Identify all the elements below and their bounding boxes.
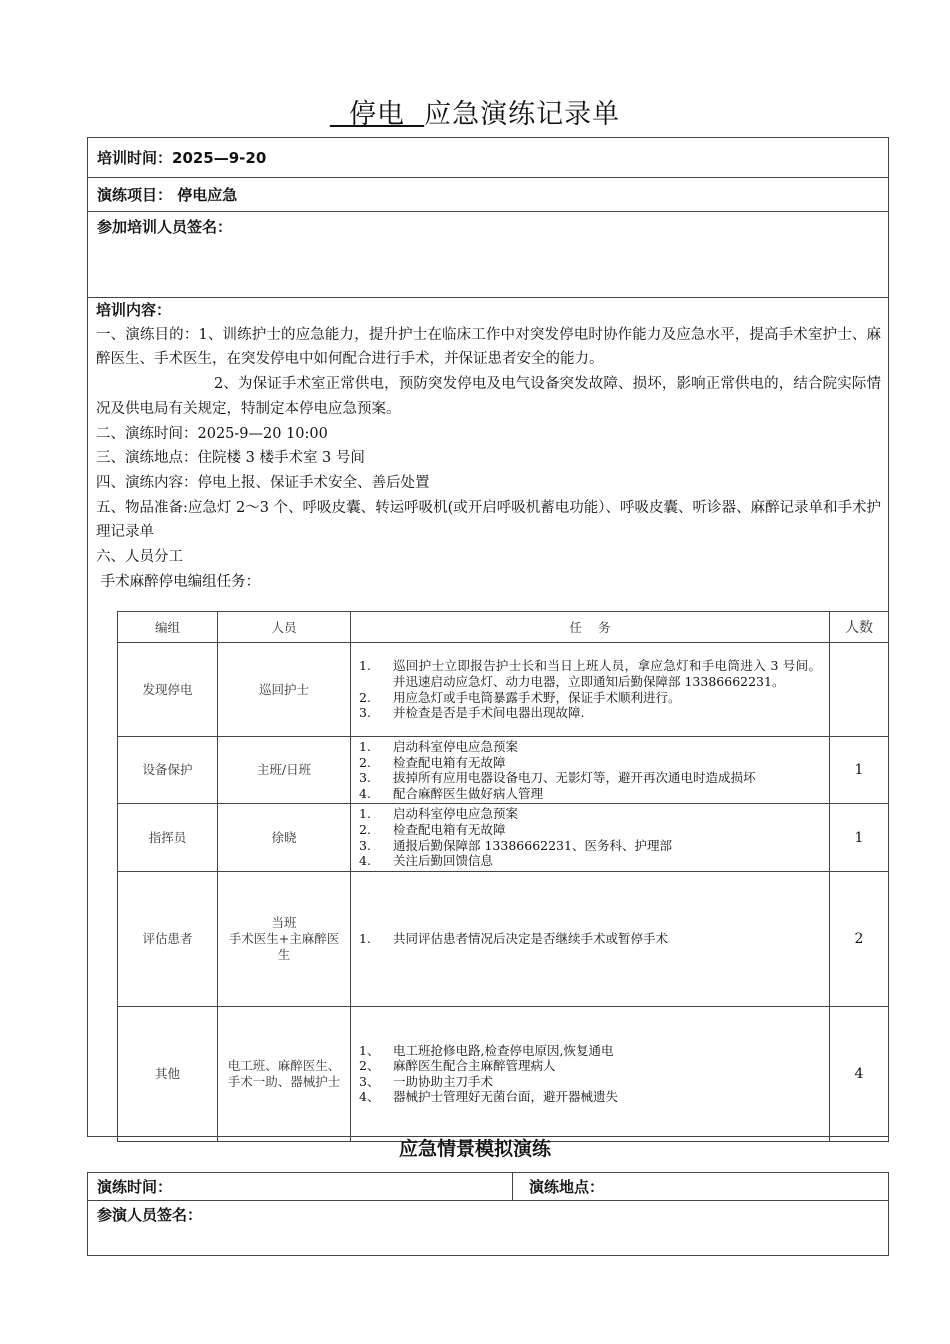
- table-row: [118, 1006, 889, 1141]
- signature-row[interactable]: [88, 212, 888, 298]
- task-text: 启动科室停电应急预案: [393, 806, 519, 822]
- task-text: 启动科室停电应急预案: [393, 739, 519, 754]
- content-p2: 2、为保证手术室正常供电，预防突发停电及电气设备突发故障、损坏，影响正常供电的，结合院实际情况及供电局有关规定，特制定本停电应急预案。: [96, 376, 881, 417]
- task-number: 4、: [359, 1089, 380, 1105]
- training-time-label: 培训时间：2025—9-20: [97, 149, 267, 167]
- training-content: [96, 298, 881, 594]
- task-item: [359, 822, 821, 838]
- content-heading: 培训内容：: [96, 301, 172, 319]
- content-p3: 二、演练时间：2025-9—20 10:00: [96, 425, 328, 442]
- task-item: [359, 739, 821, 755]
- task-number: 2、: [359, 1058, 380, 1074]
- simulation-time-row: [88, 1173, 888, 1201]
- task-text: 器械护士管理好无菌台面，避开器械遗失: [393, 1089, 619, 1105]
- task-text: 并检查是否是手术间电器出现故障.: [393, 705, 585, 721]
- staff-cell: 当班 手术医生+主麻醉医生: [218, 871, 351, 1006]
- task-text: 关注后勤回馈信息: [393, 853, 494, 869]
- task-number: 1、: [359, 1042, 380, 1058]
- task-number: 3.: [359, 837, 371, 853]
- staff-cell: 巡回护士: [218, 643, 351, 737]
- page-title: [0, 92, 950, 131]
- task-number: 1.: [359, 658, 371, 674]
- col-staff: 人员: [218, 612, 351, 643]
- task-number: 2.: [359, 689, 371, 705]
- content-p5: 四、演练内容：停电上报、保证手术安全、善后处置: [96, 474, 430, 491]
- task-text: 用应急灯或手电筒暴露手术野，保证手术顺利进行。: [393, 689, 681, 705]
- col-count: 人数: [830, 612, 889, 643]
- task-number: 1.: [359, 739, 371, 754]
- table-header-row: [118, 612, 889, 643]
- tasks-cell: [351, 1006, 830, 1141]
- task-item: [359, 806, 821, 822]
- task-number: 2.: [359, 754, 371, 770]
- col-group: 编组: [118, 612, 218, 643]
- content-p6: 五、物品准备:应急灯 2～3 个、呼吸皮囊、转运呼吸机(或开启呼吸机蓄电功能）、呼吸皮囊、听诊器、麻醉记录单和手术护理记录单: [96, 499, 881, 541]
- title-rest: 应急演练记录单: [424, 99, 621, 130]
- content-p4: 三、演练地点：住院楼 3 楼手术室 3 号间: [96, 450, 365, 467]
- task-text: 巡回护士立即报告护士长和当日上班人员，拿应急灯和手电筒进入 3 号间。并迅速启动应急灯、动力电器，立即通知后勤保障部 13386662231。: [393, 658, 821, 689]
- task-number: 4.: [359, 853, 371, 869]
- task-item: [359, 838, 821, 854]
- group-cell: 发现停电: [118, 643, 218, 737]
- task-item: [359, 770, 821, 786]
- task-item: [359, 853, 821, 869]
- content-p1: 一、演练目的：1、训练护士的应急能力，提升护士在临床工作中对突发停电时协作能力及应急水平，提高手术室护士、麻醉医生、手术医生，在突发停电中如何配合进行手术，并保证患者安全的能力。: [96, 326, 881, 368]
- task-number: 1.: [359, 930, 371, 946]
- task-text: 电工班抢修电路,检查停电原因,恢复通电: [393, 1042, 614, 1058]
- task-text: 共同评估患者情况后决定是否继续手术或暂停手术: [393, 930, 669, 946]
- simulation-signature-label: 参演人员签名：: [97, 1206, 203, 1224]
- assignment-table: [117, 611, 889, 1142]
- simulation-signature-row[interactable]: [88, 1201, 888, 1255]
- count-cell: [830, 643, 889, 737]
- count-cell: 1: [830, 737, 889, 804]
- task-item: [359, 755, 821, 771]
- col-task: 任 务: [351, 612, 830, 643]
- tasks-cell: [351, 737, 830, 804]
- task-item: [359, 705, 821, 721]
- task-item: [359, 690, 821, 706]
- staff-cell: 徐晓: [218, 804, 351, 871]
- task-text: 拔掉所有应用电器设备电刀、无影灯等，避开再次通电时造成损坏: [393, 770, 756, 786]
- simulation-place-cell[interactable]: [513, 1173, 888, 1200]
- simulation-place-label: 演练地点：: [529, 1178, 605, 1196]
- signature-label: 参加培训人员签名：: [97, 218, 233, 236]
- table-row: [118, 737, 889, 804]
- group-cell: 指挥员: [118, 804, 218, 871]
- simulation-title: 应急情景模拟演练: [398, 1138, 551, 1160]
- count-cell: 4: [830, 1006, 889, 1141]
- count-cell: 1: [830, 804, 889, 871]
- simulation-form: [87, 1172, 889, 1256]
- task-item: [359, 658, 821, 689]
- task-item: [359, 1074, 821, 1090]
- training-time-row: [88, 138, 888, 178]
- task-number: 3、: [359, 1073, 380, 1089]
- staff-cell: 电工班、麻醉医生、手术一助、器械护士: [218, 1006, 351, 1141]
- table-row: [118, 804, 889, 871]
- task-number: 3.: [359, 770, 371, 786]
- content-p7: 六、人员分工: [96, 549, 183, 566]
- simulation-time-cell[interactable]: [88, 1173, 513, 1200]
- task-number: 1.: [359, 806, 371, 822]
- task-text: 一助协助主刀手术: [393, 1073, 494, 1089]
- tasks-cell: [351, 643, 830, 737]
- task-number: 3.: [359, 705, 371, 721]
- content-p8: 手术麻醉停电编组任务：: [96, 573, 261, 590]
- tasks-cell: [351, 804, 830, 871]
- drill-project-label: 演练项目： 停电应急: [97, 186, 238, 204]
- table-row: [118, 871, 889, 1006]
- task-text: 通报后勤保障部 13386662231、医务科、护理部: [393, 837, 672, 853]
- staff-cell: 主班/日班: [218, 737, 351, 804]
- task-item: [359, 1089, 821, 1105]
- title-underlined: 停电: [329, 99, 425, 130]
- task-item: [359, 786, 821, 802]
- tasks-cell: [351, 871, 830, 1006]
- task-text: 检查配电箱有无故障: [393, 821, 506, 837]
- task-item: [359, 1043, 821, 1059]
- task-text: 配合麻醉医生做好病人管理: [393, 785, 544, 801]
- task-item: [359, 1058, 821, 1074]
- group-cell: 其他: [118, 1006, 218, 1141]
- group-cell: 评估患者: [118, 871, 218, 1006]
- task-text: 检查配电箱有无故障: [393, 754, 506, 770]
- simulation-time-label: 演练时间：: [97, 1178, 173, 1196]
- task-item: [359, 931, 821, 947]
- task-text: 麻醉医生配合主麻醉管理病人: [393, 1058, 556, 1074]
- table-row: [118, 643, 889, 737]
- task-number: 4.: [359, 785, 371, 801]
- group-cell: 设备保护: [118, 737, 218, 804]
- drill-project-row: [88, 178, 888, 212]
- task-number: 2.: [359, 821, 371, 837]
- count-cell: 2: [830, 871, 889, 1006]
